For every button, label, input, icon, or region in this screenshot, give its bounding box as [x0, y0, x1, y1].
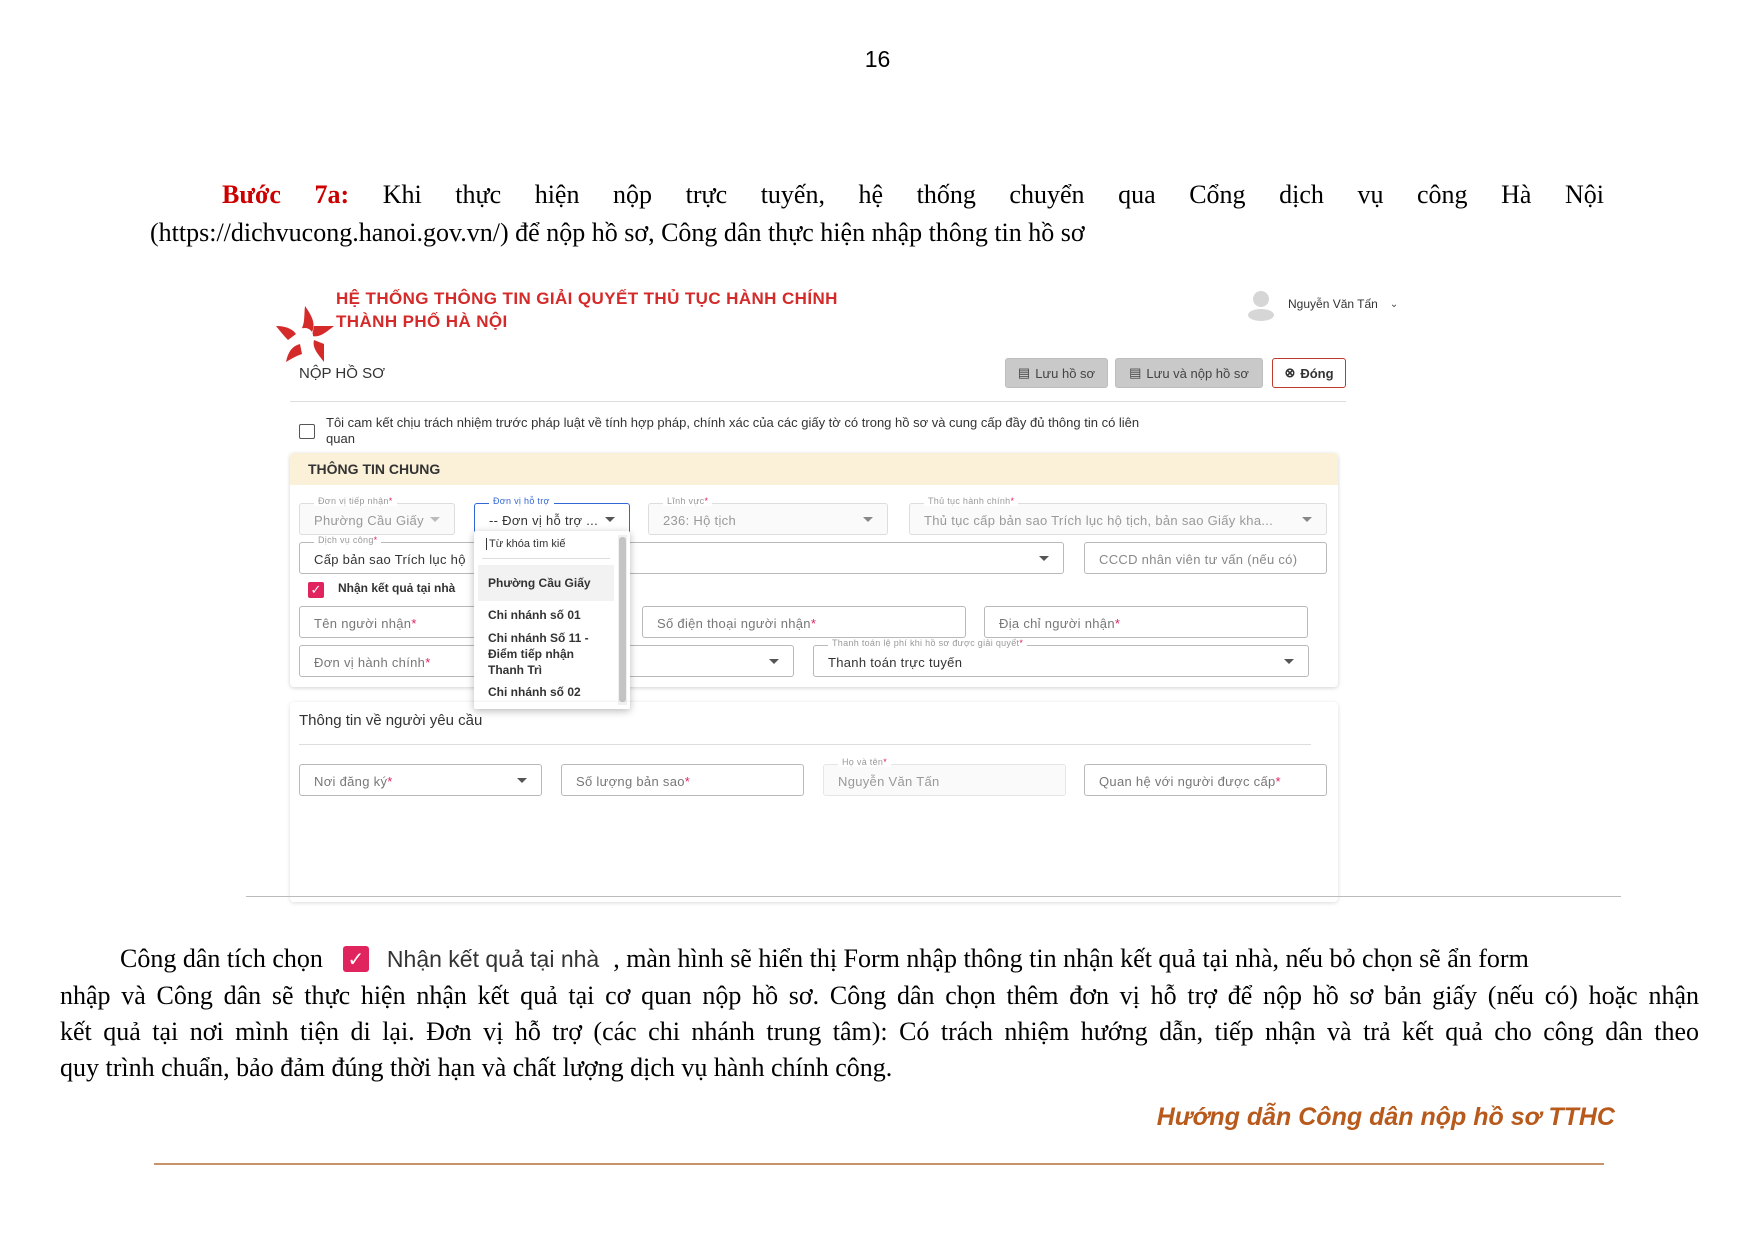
copy-count-input[interactable] [561, 764, 804, 796]
public-service-value: Cấp bản sao Trích lục hộ [314, 552, 466, 567]
caret-down-icon [1284, 659, 1294, 664]
body-line4: quy trình chuẩn, bảo đảm đúng thời hạn và chất lượng dịch vụ hành chính công. [60, 1053, 893, 1082]
caret-down-icon [1039, 556, 1049, 561]
close-button-label: Đóng [1300, 365, 1334, 381]
full-name-value: Nguyễn Văn Tấn [838, 774, 940, 789]
footer-divider [154, 1163, 1604, 1165]
section-title-requester: Thông tin về người yêu cầu [299, 712, 483, 729]
divider [299, 744, 1311, 745]
public-service-select[interactable] [299, 535, 1064, 574]
body-line1-after: , màn hình sẽ hiển thị Form nhập thông tin nhận kết quả tại nhà, nếu bỏ chọn sẽ ẩn form [613, 944, 1529, 973]
commitment-line1: Tôi cam kết chịu trách nhiệm trước pháp luật về tính hợp pháp, chính xác của các giấy tờ có trong hồ sơ và cung cấp đầy đủ thông tin có liên [326, 415, 1140, 430]
step-text-line1: Khi thực hiện nộp trực tuyến, hệ thống chuyển qua Cổng dịch vụ công Hà Nội [382, 180, 1605, 209]
commitment-line2: quan [326, 431, 355, 446]
cccd-placeholder: CCCD nhân viên tư vấn (nếu có) [1099, 552, 1298, 567]
cccd-consultant-input[interactable] [1084, 542, 1327, 574]
recipient-name-placeholder: Tên người nhận* [314, 616, 417, 631]
save-icon: ▤ [1129, 365, 1142, 380]
page-title: NỘP HỒ SƠ [299, 365, 385, 382]
relationship-placeholder: Quan hệ với người được cấp* [1099, 774, 1281, 789]
dropdown-scrollbar-thumb[interactable] [619, 537, 626, 702]
caret-down-icon [863, 517, 873, 522]
save-submit-button[interactable] [1115, 358, 1263, 388]
inline-checkbox-sample [343, 940, 599, 978]
dropdown-divider [482, 558, 610, 559]
dropdown-search-placeholder: Từ khóa tìm kiế [486, 538, 565, 550]
screenshot-bottom-border [246, 896, 1621, 897]
page-number: 16 [864, 46, 891, 72]
admin-unit-placeholder: Đơn vị hành chính* [314, 655, 431, 670]
user-name: Nguyễn Văn Tấn [1288, 297, 1378, 311]
procedure-label: Thủ tục hành chính* [924, 496, 1018, 506]
commitment-checkbox[interactable] [299, 424, 315, 439]
dropdown-option[interactable]: Phường Cầu Giấy [488, 576, 591, 590]
recipient-phone-input[interactable] [642, 606, 966, 638]
field-select[interactable] [648, 496, 888, 535]
user-avatar-icon [1246, 290, 1276, 318]
user-menu[interactable] [1246, 290, 1398, 318]
admin-unit-secondary-select[interactable] [626, 645, 794, 677]
app-title-line1: HỆ THỐNG THÔNG TIN GIẢI QUYẾT THỦ TỤC HÀNH CHÍNH [336, 289, 838, 308]
close-button[interactable] [1272, 358, 1346, 388]
hanoi-logo-icon [272, 304, 338, 366]
payment-label: Thanh toán lệ phí khi hồ sơ được giải quyết* [828, 638, 1027, 648]
recipient-address-placeholder: Địa chỉ người nhận* [999, 616, 1121, 631]
inline-checkbox-label: Nhận kết quả tại nhà [386, 946, 600, 972]
dropdown-option[interactable]: Chi nhánh số 02 [488, 685, 581, 699]
chevron-down-icon: ⌄ [1389, 298, 1399, 310]
recipient-phone-placeholder: Số điện thoại người nhận* [657, 616, 817, 631]
section-title-general: THÔNG TIN CHUNG [308, 461, 441, 477]
support-unit-label: Đơn vị hỗ trợ [489, 496, 554, 506]
registry-place-placeholder: Nơi đăng ký* [314, 774, 393, 789]
footer-title: Hướng dẫn Công dân nộp hồ sơ TTHC [1156, 1103, 1615, 1131]
save-button[interactable] [1005, 358, 1108, 388]
full-name-label: Họ và tên* [838, 757, 891, 767]
caret-down-icon [517, 778, 527, 783]
caret-down-icon [605, 517, 615, 522]
app-title-line2: THÀNH PHỐ HÀ NỘI [336, 312, 508, 331]
payment-value: Thanh toán trực tuyến [828, 655, 963, 670]
body-line3: kết quả tại nơi mình tiện di lại. Đơn vị hỗ trợ (các chi nhánh trung tâm): Có trách nhiệm hướng dẫn, tiếp nhận và trả kết quả cho công dân theo [60, 1017, 1699, 1046]
procedure-value: Thủ tục cấp bản sao Trích lục hộ tịch, bản sao Giấy kha... [924, 513, 1274, 528]
home-delivery-label: Nhận kết quả tại nhà [338, 581, 456, 595]
save-icon: ▤ [1017, 365, 1031, 380]
admin-unit-select[interactable] [299, 645, 477, 677]
registry-place-select[interactable] [299, 764, 542, 796]
receiving-unit-select[interactable] [299, 496, 455, 535]
divider [290, 401, 1346, 402]
app-title [336, 287, 838, 333]
app-screenshot [246, 289, 1621, 898]
dropdown-search-input[interactable] [486, 538, 565, 550]
requester-card [290, 702, 1338, 902]
receiving-unit-value: Phường Cầu Giấy [314, 513, 424, 528]
step-text-line2: (https://dichvucong.hanoi.gov.vn/) để nộp hồ sơ, Công dân thực hiện nhập thông tin hồ sơ [150, 218, 1085, 247]
public-service-label: Dịch vụ công* [314, 535, 381, 545]
caret-down-icon [769, 659, 779, 664]
caret-down-icon [1302, 517, 1312, 522]
dropdown-option[interactable]: Chi nhánh số 01 [488, 608, 581, 622]
general-info-header [290, 453, 1338, 485]
body-line1 [120, 940, 1699, 978]
payment-select[interactable] [813, 638, 1309, 677]
procedure-select[interactable] [909, 496, 1327, 535]
home-delivery-checkbox[interactable]: ✓ [308, 582, 324, 598]
copy-count-placeholder: Số lượng bản sao* [576, 774, 691, 789]
support-unit-value: -- Đơn vị hỗ trợ ... [489, 513, 599, 528]
caret-down-icon [430, 517, 440, 522]
checkbox-checked-icon: ✓ [343, 946, 369, 972]
field-value: 236: Hộ tịch [663, 513, 736, 528]
receiving-unit-label: Đơn vị tiếp nhận* [314, 496, 397, 506]
commitment-text [326, 415, 1139, 447]
field-label: Lĩnh vực* [663, 496, 712, 506]
recipient-name-input[interactable] [299, 606, 477, 638]
relationship-input[interactable] [1084, 764, 1327, 796]
save-button-label: Lưu hồ sơ [1035, 365, 1096, 381]
body-line1-before: Công dân tích chọn [120, 944, 323, 973]
save-submit-button-label: Lưu và nộp hồ sơ [1146, 365, 1249, 381]
step-paragraph-line1 [222, 176, 1604, 214]
recipient-address-input[interactable] [984, 606, 1308, 638]
step-label: Bước 7a: [222, 180, 350, 209]
close-circle-icon: ⊗ [1284, 365, 1296, 380]
full-name-input[interactable] [823, 757, 1066, 796]
dropdown-option[interactable]: Chi nhánh Số 11 - Điểm tiếp nhận Thanh Trì [488, 631, 589, 677]
support-unit-dropdown [474, 531, 630, 709]
body-line2: nhập và Công dân sẽ thực hiện nhận kết quả tại cơ quan nộp hồ sơ. Công dân chọn thêm đơn vị hỗ trợ để nộp hồ sơ bản giấy (nếu có) hoặc nhận [60, 981, 1699, 1010]
